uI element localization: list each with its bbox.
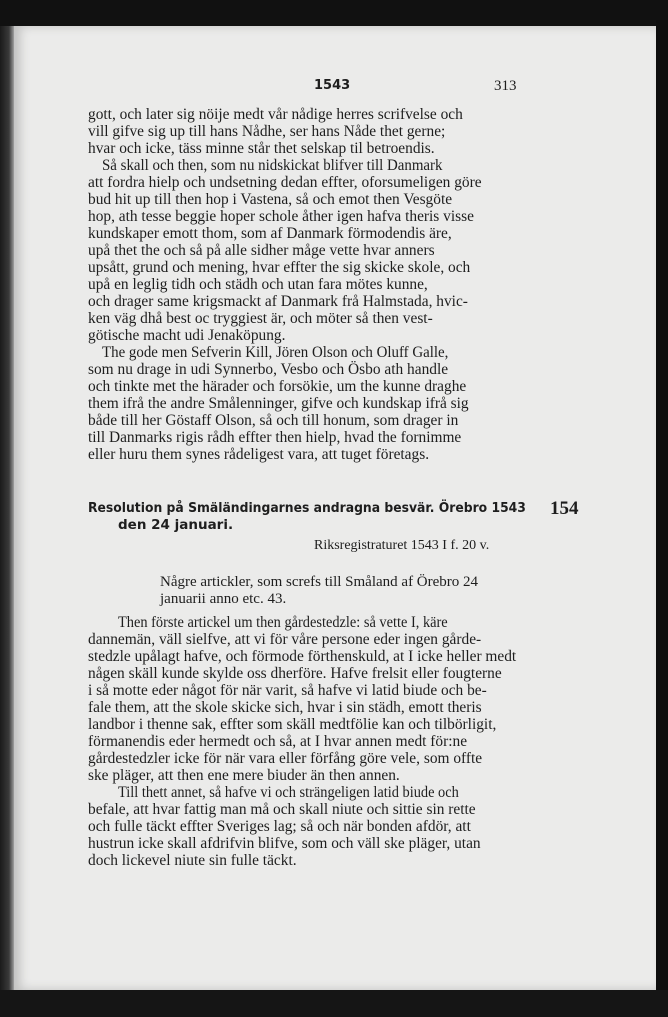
text-line: doch lickevel niute sin fulle täckt. (88, 852, 297, 869)
text-line: götische macht udi Jenaköpung. (88, 327, 286, 344)
text-line: och tinkte met the härader och forsökie, um the kunne draghe (88, 378, 467, 395)
text-line: stedzle upålagt hafve, och förmode förthenskuld, at I icke heller medt (88, 648, 517, 665)
text-line: och fulle täckt effter Sveriges lag; så och när bonden afdör, att (88, 818, 471, 835)
text-line: någen skäll kunde skylde oss dherföre. Hafve frelsit eller fougterne (88, 665, 502, 682)
text-line: Till thett annet, så hafve vi och strängeligen latid biude och (118, 784, 459, 801)
text-line: gott, och later sig nöije medt vår nådige herres scrifvelse och (88, 106, 463, 123)
text-line: gårdestedzler icke för när vara eller förfång göre vele, som offte (88, 750, 483, 767)
text-line: till Danmarks rigis rådh effter then hielp, hvad the fornimme (88, 429, 462, 446)
text-line: upå en leglig tidh och städh och utan fara mötes kunne, (88, 276, 428, 293)
text-line: Så skall och then, som nu nidskickat blifver till Danmark (102, 157, 443, 174)
text-line: hustrun icke skall afdrifvin blifve, som och väll ske pläger, utan (88, 835, 481, 852)
text-line: ske pläger, att then ene mere biuder än then annen. (88, 767, 400, 784)
text-line: ken väg dhå best oc tryggiest är, och möter så then vest- (88, 310, 433, 327)
text-line: fale them, att the skole skicke sich, hvar i sin städh, emott theris (88, 699, 482, 716)
text-line: befale, att hvar fattig man må och skall niute och sittie sin rette (88, 801, 476, 818)
scan-border-bottom (0, 990, 668, 1017)
text-line: vill gifve sig up till hans Nådhe, ser hans Nåde thet gerne; (88, 123, 446, 140)
document-heading: Resolution på Smäländingarnes andragna besvär. Örebro 1543 (88, 500, 526, 516)
text-line: som nu drage in udi Synnerbo, Vesbo och Ösbo ath handle (88, 361, 449, 378)
document-heading-date: den 24 januari. (118, 517, 234, 533)
text-line: dannemän, väll sielfve, att vi för våre persone eder ingen gårde- (88, 631, 482, 648)
text-line: them ifrå the andre Smålenninger, gifve och kundskap ifrå sig (88, 395, 469, 412)
running-header-year: 1543 (314, 78, 351, 93)
text-line: Then förste artickel um then gårdestedzle: så vette I, käre (118, 614, 448, 631)
text-line: både till her Göstaff Olson, så och till honum, som drager in (88, 412, 459, 429)
document-number: 154 (550, 498, 579, 519)
summary-line: januarii anno etc. 43. (160, 591, 287, 607)
scan-border-top (0, 0, 668, 26)
text-line: bud hit up till then hop i Vastena, så och emot then Vesgöte (88, 191, 453, 208)
source-reference: Riksregistraturet 1543 I f. 20 v. (314, 538, 490, 553)
text-line: att fordra hielp och undsetning dedan effter, oforsumeligen göre (88, 174, 482, 191)
text-line: eller huru them synes rådeligest vara, att tuget företags. (88, 446, 430, 463)
scan-border-right (656, 20, 668, 1000)
text-line: upå thet the och så på alle sidher måge vette hvar anners (88, 242, 435, 259)
text-line: kundskaper emott thom, som af Danmark förmodendis äre, (88, 225, 452, 242)
text-line: hvar och icke, täss minne står thet selskap til betroendis. (88, 140, 435, 157)
book-page (14, 26, 656, 990)
text-line: och drager same krigsmackt af Danmark frå Halmstada, hvic- (88, 293, 468, 310)
text-line: hop, ath tesse beggie hoper schole åther igen hafva theris visse (88, 208, 474, 225)
page-number: 313 (494, 78, 517, 94)
summary-line: Någre artickler, som screfs till Småland af Örebro 24 (160, 574, 479, 590)
text-line: The gode men Sefverin Kill, Jören Olson och Oluff Galle, (102, 344, 449, 361)
text-line: landbor i thenne sak, effter som skäll medtfölie kan och tilbörligit, (88, 716, 497, 733)
text-line: i så motte eder något för när varit, så hafve vi latid biude och be- (88, 682, 487, 699)
text-line: upsått, grund och mening, hvar effter the sig skicke skole, och (88, 259, 471, 276)
text-line: förmanendis eder hermedt och så, at I hvar annen medt för:ne (88, 733, 468, 750)
